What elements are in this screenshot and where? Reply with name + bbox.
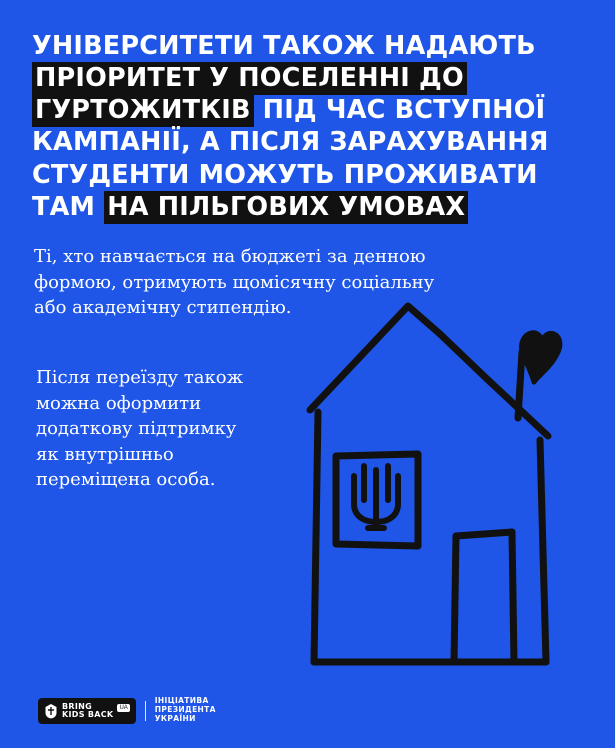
headline-seg-highlight: ПРІОРИТЕТ У ПОСЕЛЕННІ ДО: [32, 62, 467, 95]
bkb-line-2: KIDS BACK: [62, 709, 114, 719]
house-with-ukrainian-trident-drawing: [290, 290, 610, 690]
bkb-wordmark: [62, 703, 113, 719]
headline: [32, 30, 584, 223]
footer-logos: [38, 697, 216, 724]
initiative-line-1: ІНІЦІАТИВА: [154, 696, 209, 706]
initiative-line-3: УКРАЇНИ: [154, 714, 196, 724]
headline-line-6: [32, 191, 584, 223]
headline-seg: КАМПАНІЇ, А ПІСЛЯ ЗАРАХУВАННЯ: [32, 127, 549, 158]
bkb-ua-badge: UA: [119, 704, 128, 711]
paragraph-2-line-5: переміщена особа.: [36, 469, 216, 491]
headline-line-3: [32, 94, 584, 126]
paragraph-1-line-2: формою, отримують щомісячну соціальну: [34, 271, 435, 293]
headline-line-1: [32, 30, 584, 62]
bring-kids-back-ua-logo: [38, 698, 136, 724]
bkb-mark-icon: [44, 703, 58, 719]
headline-seg-highlight: ГУРТОЖИТКІВ: [32, 94, 254, 127]
bkb-glyph-icon: [44, 703, 58, 719]
paragraph-idp-support: [36, 365, 316, 493]
headline-line-4: [32, 126, 584, 158]
presidential-initiative-label: [155, 697, 216, 724]
initiative-line-2: ПРЕЗИДЕНТА: [154, 705, 216, 715]
paragraph-1-line-1: Ті, хто навчається на бюджеті за денною: [34, 246, 426, 267]
trident-icon: [354, 466, 398, 528]
paragraph-2-line-2: можна оформити: [36, 392, 202, 414]
headline-seg: ТАМ: [32, 191, 105, 222]
headline-seg-highlight: НА ПІЛЬГОВИХ УМОВАХ: [104, 191, 468, 224]
paragraph-2-line-4: як внутрішньо: [36, 443, 174, 465]
paragraph-2-line-1: Після переїзду також: [36, 367, 244, 388]
paragraph-1-line-3: або академічну стипендію.: [34, 297, 292, 319]
headline-line-2: [32, 62, 584, 94]
footer-divider: [145, 701, 146, 721]
house-illustration-svg: [290, 290, 610, 690]
headline-seg: ПІД ЧАС ВСТУПНОЇ: [253, 95, 546, 126]
paragraph-2-line-3: додаткову підтримку: [36, 418, 237, 440]
headline-seg: УНІВЕРСИТЕТИ ТАКОЖ НАДАЮТЬ: [32, 31, 536, 61]
bkb-line-1: BRING: [62, 701, 92, 711]
headline-seg: СТУДЕНТИ МОЖУТЬ ПРОЖИВАТИ: [32, 159, 538, 190]
headline-line-5: [32, 159, 584, 191]
